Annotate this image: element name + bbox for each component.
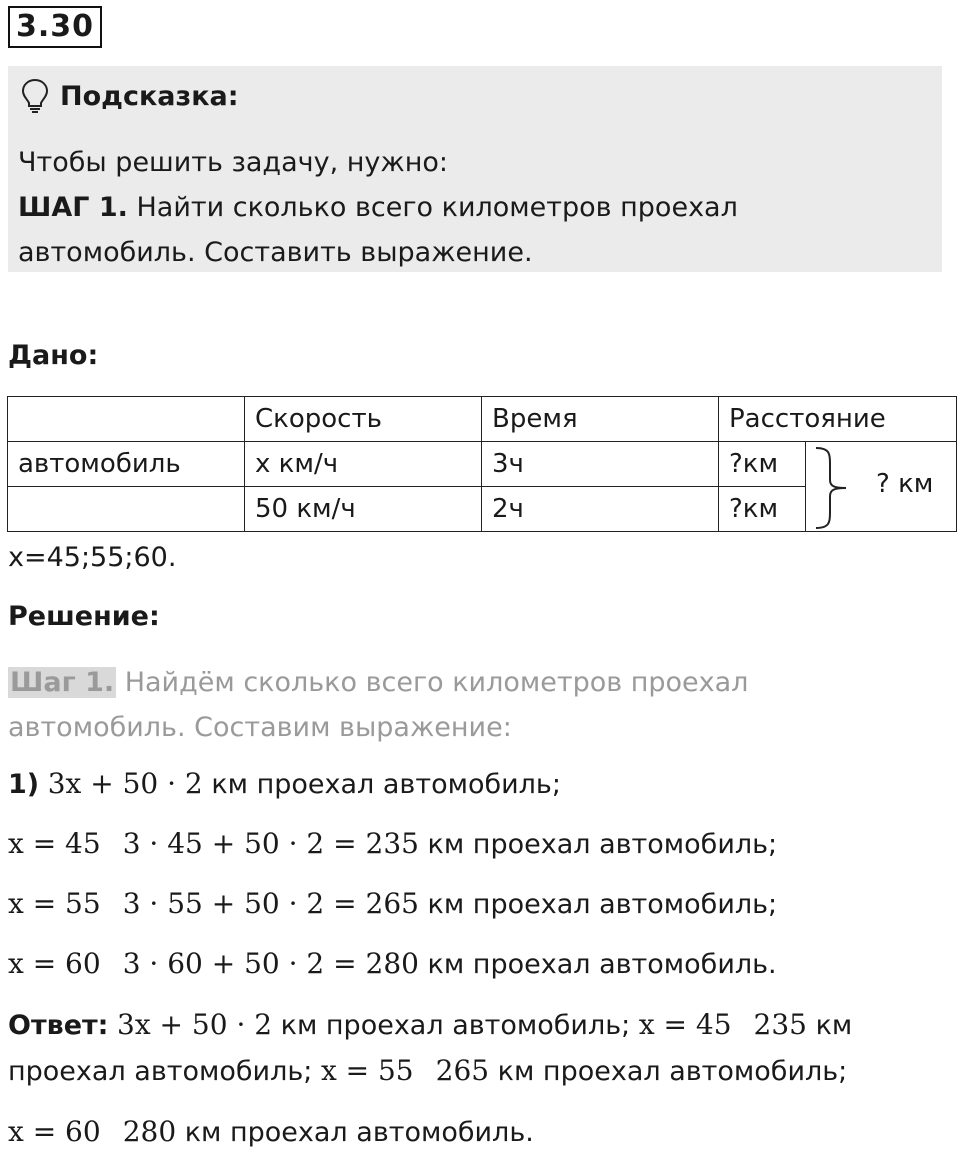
answer-expr: 3x + 50 · 2 [117,1008,273,1041]
table-row [8,442,957,487]
table-header-row [8,397,957,442]
answer-text: км проехал автомобиль; [489,1056,848,1087]
x-values: х=45;55;60. [8,542,177,573]
answer-x3: x = 60 [8,1115,101,1148]
solution-title: Решение: [8,601,160,632]
answer-line-3 [8,1115,534,1148]
case-x: x = 45 [8,827,101,860]
case-calc: 3 · 45 + 50 · 2 = 235 [122,827,419,860]
table-cell: 2ч [482,487,719,532]
step-text-1: Найдём сколько всего километров проехал [116,667,749,698]
hint-title: Подсказка: [60,80,239,112]
answer-label: Ответ: [8,1010,109,1041]
case-line [8,887,777,920]
answer-text: км проехал автомобиль; [272,1010,639,1041]
answer-line-2 [8,1054,847,1087]
answer-text: проехал автомобиль; [8,1056,321,1087]
hint-line-2 [18,185,738,230]
task-number: 3.30 [8,6,102,48]
case-x: x = 55 [8,887,101,920]
table-cell: ?км [719,487,806,532]
answer-x2: x = 55 [320,1054,414,1087]
table-cell: Время [482,397,719,442]
hint-header [20,78,239,114]
lightbulb-icon [20,78,50,114]
given-title: Дано: [8,340,99,371]
table-cell: 50 км/ч [245,487,482,532]
hint-step-label: ШАГ 1. [18,192,128,223]
hint-step-text: Найти сколько всего километров проехал [127,192,738,223]
table-cell: 3ч [482,442,719,487]
table-cell: Скорость [245,397,482,442]
case-line [8,947,777,980]
table-cell: х км/ч [245,442,482,487]
brace-cell [806,442,957,532]
brace-label: ? км [876,469,934,499]
item-label: 1) [8,769,40,800]
answer-line-1 [8,1008,852,1041]
step-label: Шаг 1. [10,667,115,698]
solution-item-1 [8,767,561,800]
hint-text [18,140,738,275]
case-calc: 3 · 55 + 50 · 2 = 265 [122,887,419,920]
answer-v2: 265 [435,1054,490,1087]
table-cell [8,397,245,442]
curly-brace-icon [812,446,862,530]
solution-step [8,660,748,750]
case-tail: км проехал автомобиль; [418,829,778,860]
expression-tail: км проехал автомобиль; [202,769,561,800]
case-x: x = 60 [8,947,101,980]
case-tail: км проехал автомобиль. [418,949,777,980]
hint-line-1: Чтобы решить задачу, нужно: [18,147,448,178]
case-tail: км проехал автомобиль; [418,889,778,920]
answer-v1: 235 [753,1008,807,1041]
table-cell: автомобиль [8,442,245,487]
answer-text: км проехал автомобиль. [176,1117,534,1148]
answer-x1: x = 45 [638,1008,732,1041]
table-cell: Расстояние [719,397,957,442]
hint-line-3: автомобиль. Составить выражение. [18,237,533,268]
case-calc: 3 · 60 + 50 · 2 = 280 [122,947,419,980]
expression: 3x + 50 · 2 [47,767,203,800]
given-table [7,396,957,532]
step-text-2: автомобиль. Составим выражение: [8,712,512,743]
case-line [8,827,777,860]
table-cell: ?км [719,442,806,487]
table-cell [8,487,245,532]
answer-text: км [806,1010,853,1041]
answer-v3: 280 [122,1115,177,1148]
